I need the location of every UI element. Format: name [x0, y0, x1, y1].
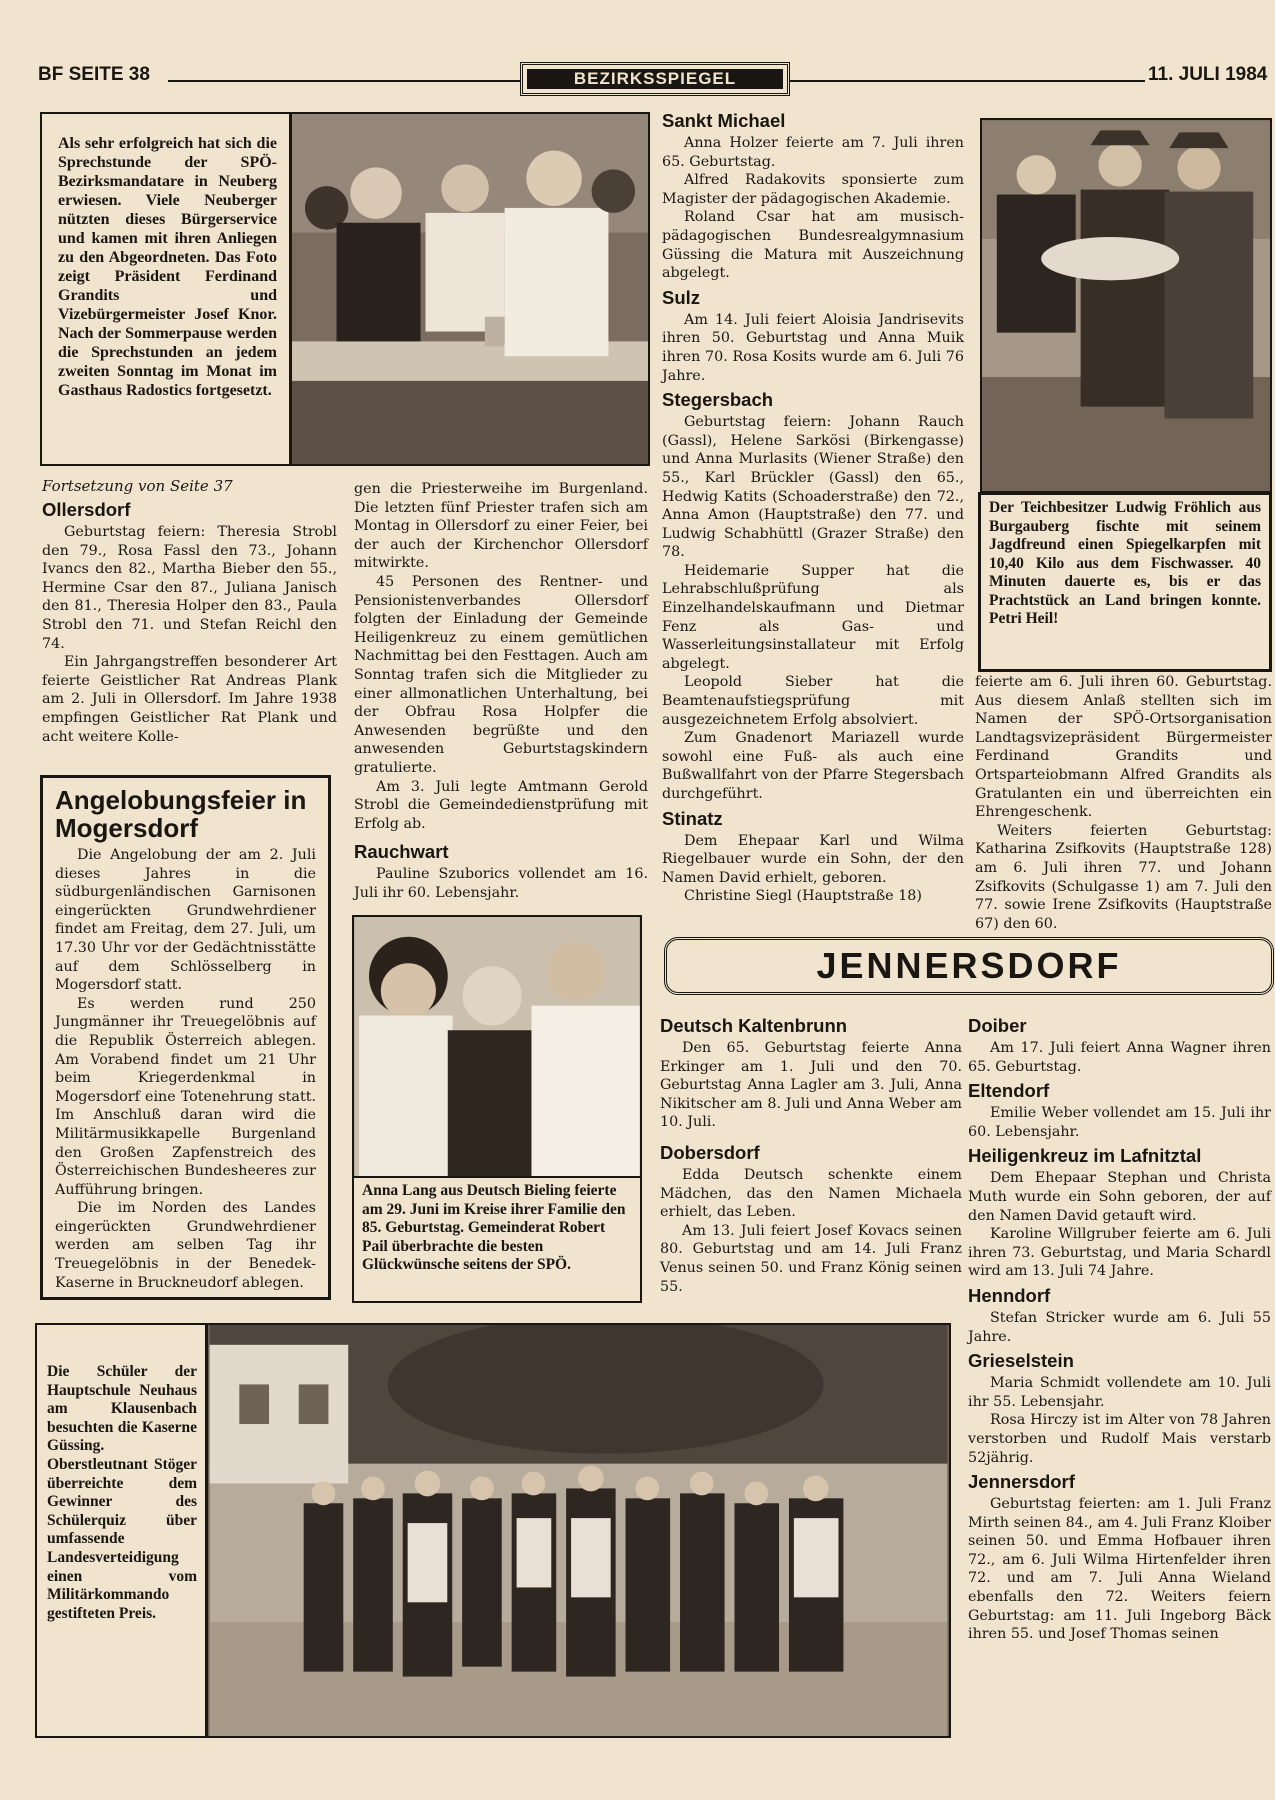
anna-lang-caption-box	[352, 1176, 642, 1303]
continued-note: Fortsetzung von Seite 37	[42, 477, 233, 495]
paragraph: Die Angelobung der am 2. Juli dieses Jahres in die südburgenländischen Garnisonen eingerückten Grundwehrdiener findet am Freitag, dem 27. Juli, um 17.30 Uhr vor der Gedächtnisstätte auf dem Schlösselberg in Mogersdorf statt.	[55, 847, 316, 994]
paragraph: Maria Schmidt vollendete am 10. Juli ihr 55. Lebensjahr.	[968, 1375, 1271, 1410]
school-caption-box	[35, 1323, 207, 1738]
eltendorf-title: Eltendorf	[968, 1080, 1050, 1102]
sulz-title: Sulz	[662, 286, 701, 308]
paragraph: Am 3. Juli legte Amtmann Gerold Strobl die Gemeindedienstprüfung mit Erfolg ab.	[354, 778, 648, 832]
page-label: BF SEITE 38	[38, 64, 150, 85]
right-column-text	[975, 673, 1272, 933]
henndorf-title: Henndorf	[968, 1284, 1051, 1306]
doiber-title: Doiber	[968, 1015, 1027, 1036]
paragraph: Es werden rund 250 Jungmänner ihr Treuegelöbnis auf die Republik Österreich ablegen. Am Vorabend findet um 21 Uhr beim Kriegerdenkmal in Mogersdorf eine Totenehrung statt. Im Anschluß daran wird die Militärmusikkapelle Burgenland den Großen Zapfenstreich des Österreichischen Bundesheeres zur Aufführung bringen.	[55, 995, 316, 1198]
section-banner	[520, 62, 790, 96]
paragraph: Alfred Radakovits sponsierte zum Magister der pädagogischen Akademie.	[662, 172, 964, 207]
paragraph: Die im Norden des Landes eingerückten Grundwehrdiener werden am selben Tag ihr Treuegelöbnis in der Benedek-Kaserne in Bruckneudorf ablegen.	[55, 1200, 316, 1291]
stinatz-text	[662, 832, 964, 906]
rauchwart-title: Rauchwart	[354, 841, 449, 863]
paragraph: Am 13. Juli feiert Josef Kovacs seinen 80. Geburtstag und am 14. Juli Franz Venus seinen 50. und Franz König seinen 55.	[660, 1222, 962, 1295]
grieselstein-title: Grieselstein	[968, 1350, 1074, 1372]
deutsch-kaltenbrunn-title: Deutsch Kaltenbrunn	[660, 1015, 848, 1036]
paragraph: Dem Ehepaar Karl und Wilma Riegelbauer wurde ein Sohn, der den Namen David erhielt, geboren.	[662, 832, 964, 886]
paragraph: Anna Holzer feierte am 7. Juli ihren 65. Geburtstag.	[662, 135, 964, 170]
paragraph: Ein Jahrgangstreffen besonderer Art feierte Geistlicher Rat Andreas Plank am 2. Juli in Ollersdorf. Im Jahre 1938 empfingen Geistlicher Rat Plank und acht weitere Kolle-	[42, 654, 337, 745]
jennersdorf-left-column	[660, 1015, 962, 1296]
paragraph: Karoline Willgruber feierte am 6. Juli ihren 73. Geburtstag, und Maria Schardl wird am 13. Juli 74 Jahre.	[968, 1226, 1271, 1280]
grieselstein-text	[968, 1374, 1271, 1467]
fisherman-caption-box	[978, 492, 1272, 672]
paragraph: Pauline Szuborics vollendet am 16. Juli ihr 60. Lebensjahr.	[354, 866, 648, 901]
anna-lang-caption: Anna Lang aus Deutsch Bieling feierte am 29. Juni im Kreise ihrer Familie den 85. Geburtstag. Gemeinderat Robert Pail überbrachte die besten Glückwünsche seitens der SPÖ.	[362, 1182, 626, 1273]
paragraph: Stefan Stricker wurde am 6. Juli 55 Jahre.	[968, 1309, 1271, 1345]
ollersdorf-col1	[42, 477, 337, 746]
section-title: BEZIRKSSPIEGEL	[527, 69, 783, 89]
stegersbach-text	[662, 413, 964, 803]
school-caption: Die Schüler der Hauptschule Neuhaus am Klausenbach besuchten die Kaserne Güssing. Oberstleutnant Stöger überreichte dem Gewinner des Schülerquiz über umfassende Landesverteidigung einen vom Militärkommando gestifteten Preis.	[47, 1363, 197, 1622]
middle-column	[662, 110, 964, 906]
jennersdorf-heading: JENNERSDORF	[816, 945, 1122, 986]
paragraph: Christine Siegl (Hauptstraße 18)	[684, 888, 922, 905]
paragraph: Am 14. Juli feiert Aloisia Jandrisevits ihren 50. Geburtstag und Anna Muik ihren 70. Rosa Kosits wurde am 6. Juli 76 Jahre.	[662, 311, 964, 384]
paragraph: feierte am 6. Juli ihren 60. Geburtstag. Aus diesem Anlaß stellten sich im Namen der SPÖ-Ortsorganisation Landtagsvizepräsident Bürgermeister Ferdinand Grandits und Ortsparteiobmann Alfred Grandits als Gratulanten ein und überreichten ein Ehrengeschenk.	[975, 674, 1272, 821]
jennersdorf-town-text	[968, 1495, 1271, 1644]
stinatz-title: Stinatz	[662, 807, 723, 829]
paragraph: 45 Personen des Rentner- und Pensionistenverbandes Ollersdorf folgten der Einladung der Gemeinde Heiligenkreuz zu einem gemütlichen Nachmittag bei den Festtagen. Auch am Sonntag trafen sich die Mitglieder zu einer allmonatlichen Unterhaltung, bei der Obfrau Rosa Holpfer die Anwesenden begrüßte und den anwesenden Geburtstagskindern gratulierte.	[354, 573, 648, 776]
paragraph: Den 65. Geburtstag feierte Anna Erkinger am 1. Juli und den 70. Geburtstag Anna Lagler am 3. Juli, Anna Nikitscher am 8. Juli und Anna Weber am 10. Juli.	[660, 1040, 962, 1131]
deutsch-kaltenbrunn-text	[660, 1039, 962, 1132]
paragraph: Dem Ehepaar Stephan und Christa Muth wurde ein Sohn geboren, der auf den Namen David getauft wird.	[968, 1170, 1271, 1224]
school-group-photo-image	[208, 1325, 949, 1736]
stegersbach-title: Stegersbach	[662, 389, 774, 411]
neuberg-caption: Als sehr erfolgreich hat sich die Sprechstunde der SPÖ-Bezirksmandatare in Neuberg erwiesen. Viele Neuberger nützten dieses Bürgerservice und kamen mit ihren Anliegen zu den Abgeordneten. Das Foto zeigt Präsident Ferdinand Grandits und Vizebürgermeister Josef Knor. Nach der Sommerpause werden die Sprechstunden an jedem zweiten Sonntag im Monat im Gasthaus Radostics fortgesetzt.	[58, 135, 277, 399]
paragraph: Leopold Sieber hat die Beamtenaufstiegsprüfung mit ausgezeichnetem Erfolg absolviert.	[662, 674, 964, 728]
anna-lang-photo-image	[354, 917, 640, 1176]
ollersdorf-text-1	[42, 523, 337, 746]
heiligenkreuz-title: Heiligenkreuz im Lafnitztal	[968, 1145, 1202, 1167]
fisherman-photo	[980, 118, 1272, 493]
jennersdorf-banner	[664, 937, 1274, 995]
ollersdorf-text-2	[354, 480, 648, 833]
neuberg-photo	[290, 112, 650, 466]
sulz-text	[662, 311, 964, 385]
dobersdorf-text	[660, 1166, 962, 1296]
jennersdorf-right-column	[968, 1015, 1271, 1644]
stinatz-continued-text	[975, 673, 1272, 933]
paragraph: Heidemarie Supper hat die Lehrabschlußprüfung als Einzelhandelskaufmann und Dietmar Fenz als Gas- und Wasserleitungsinstallateur mit Erfolg abgelegt.	[662, 562, 964, 672]
angelobung-box	[40, 775, 331, 1300]
henndorf-text	[968, 1309, 1271, 1346]
paragraph: Edda Deutsch schenkte einem Mädchen, das den Namen Michaela erhielt, das Leben.	[660, 1166, 962, 1221]
header-rule-right	[790, 80, 1145, 82]
neuberg-caption-box	[40, 112, 291, 466]
paragraph: gen die Priesterweihe im Burgenland. Die letzten fünf Priester trafen sich am Montag in Ollersdorf zu einer Feier, bei der auch der Kirchenchor Ollersdorf mitwirkte.	[354, 481, 648, 572]
doiber-text	[968, 1039, 1271, 1076]
angelobung-title: Angelobungsfeier in Mogersdorf	[55, 785, 307, 843]
sankt-michael-title: Sankt Michael	[662, 110, 786, 131]
rauchwart-text	[354, 865, 648, 902]
paragraph: Geburtstag feiern: Johann Rauch (Gassl), Helene Sarkösi (Birkengasse) und Anna Murlasits (Wiener Straße) den 55., Karl Brückler (Gassl) den 65., Hedwig Katits (Schoaderstraße) den 72., Anna Amon (Hauptstraße) den 77. und Ludwig Schabhüttl (Grazer Straße) den 78.	[662, 414, 964, 561]
heiligenkreuz-text	[968, 1169, 1271, 1281]
paragraph: Zum Gnadenort Mariazell wurde sowohl eine Fuß- als auch eine Bußwallfahrt von der Pfarre Stegersbach durchgeführt.	[662, 730, 964, 802]
paragraph: Emilie Weber vollendet am 15. Juli ihr 60. Lebensjahr.	[968, 1105, 1271, 1140]
paragraph: Am 17. Juli feiert Anna Wagner ihren 65. Geburtstag.	[968, 1040, 1271, 1075]
anna-lang-photo	[352, 915, 642, 1178]
paragraph: Weiters feierten Geburtstag: Katharina Zsifkovits (Hauptstraße 128) am 6. Juli ihren 77. und Johann Zsifkovits (Schulgasse 1) am 7. Juli den 77. sowie Irene Zsifkovits (Hauptstraße 67) den 60.	[975, 822, 1272, 932]
ollersdorf-col2	[354, 480, 648, 902]
angelobung-text	[55, 846, 316, 1292]
neuberg-photo-image	[292, 114, 648, 464]
paragraph: Geburtstag feiern: Theresia Strobl den 79., Rosa Fassl den 73., Johann Ivancs den 82., Martha Bieber den 55., Hermine Csar den 87., Juliana Janisch den 81., Theresia Holper den 83., Paula Strobl den 71. und Stefan Reichl den 74.	[42, 524, 337, 652]
paragraph: Rosa Hirczy ist im Alter von 78 Jahren verstorben und Rudolf Mais verstarb 52jährig.	[968, 1412, 1271, 1466]
fisherman-caption: Der Teichbesitzer Ludwig Fröhlich aus Burgauberg fischte mit seinem Jagdfreund einen Spiegelkarpfen mit 10,40 Kilo aus dem Fischwasser. 40 Minuten dauerte es, bis er das Prachtstück an Land bringen konnte. Petri Heil!	[989, 499, 1261, 627]
sankt-michael-text	[662, 134, 964, 283]
school-group-photo	[206, 1323, 951, 1738]
eltendorf-text	[968, 1104, 1271, 1141]
dobersdorf-title: Dobersdorf	[660, 1141, 760, 1163]
paragraph: Roland Csar hat am musisch-pädagogischen Bundesrealgymnasium Güssing die Matura mit Auszeichnung abgelegt.	[662, 209, 964, 282]
ollersdorf-title: Ollersdorf	[42, 499, 131, 520]
fisherman-photo-image	[982, 120, 1270, 491]
paragraph: Geburtstag feierten: am 1. Juli Franz Mirth seinen 84., am 4. Juli Franz Kloiber seinen 50. und Emma Hofbauer ihren 72., am 6. Juli Wilma Hirtenfelder ihren 72. und am 7. Juli Anna Wieland ebenfalls den 72. Weiters feiern Geburtstag: am 11. Juli Ingeborg Bäck ihren 55. und Josef Thomas seinen	[968, 1496, 1271, 1643]
header-rule-left	[168, 80, 520, 82]
jennersdorf-town-title: Jennersdorf	[968, 1471, 1075, 1493]
issue-date: 11. JULI 1984	[1148, 64, 1268, 85]
